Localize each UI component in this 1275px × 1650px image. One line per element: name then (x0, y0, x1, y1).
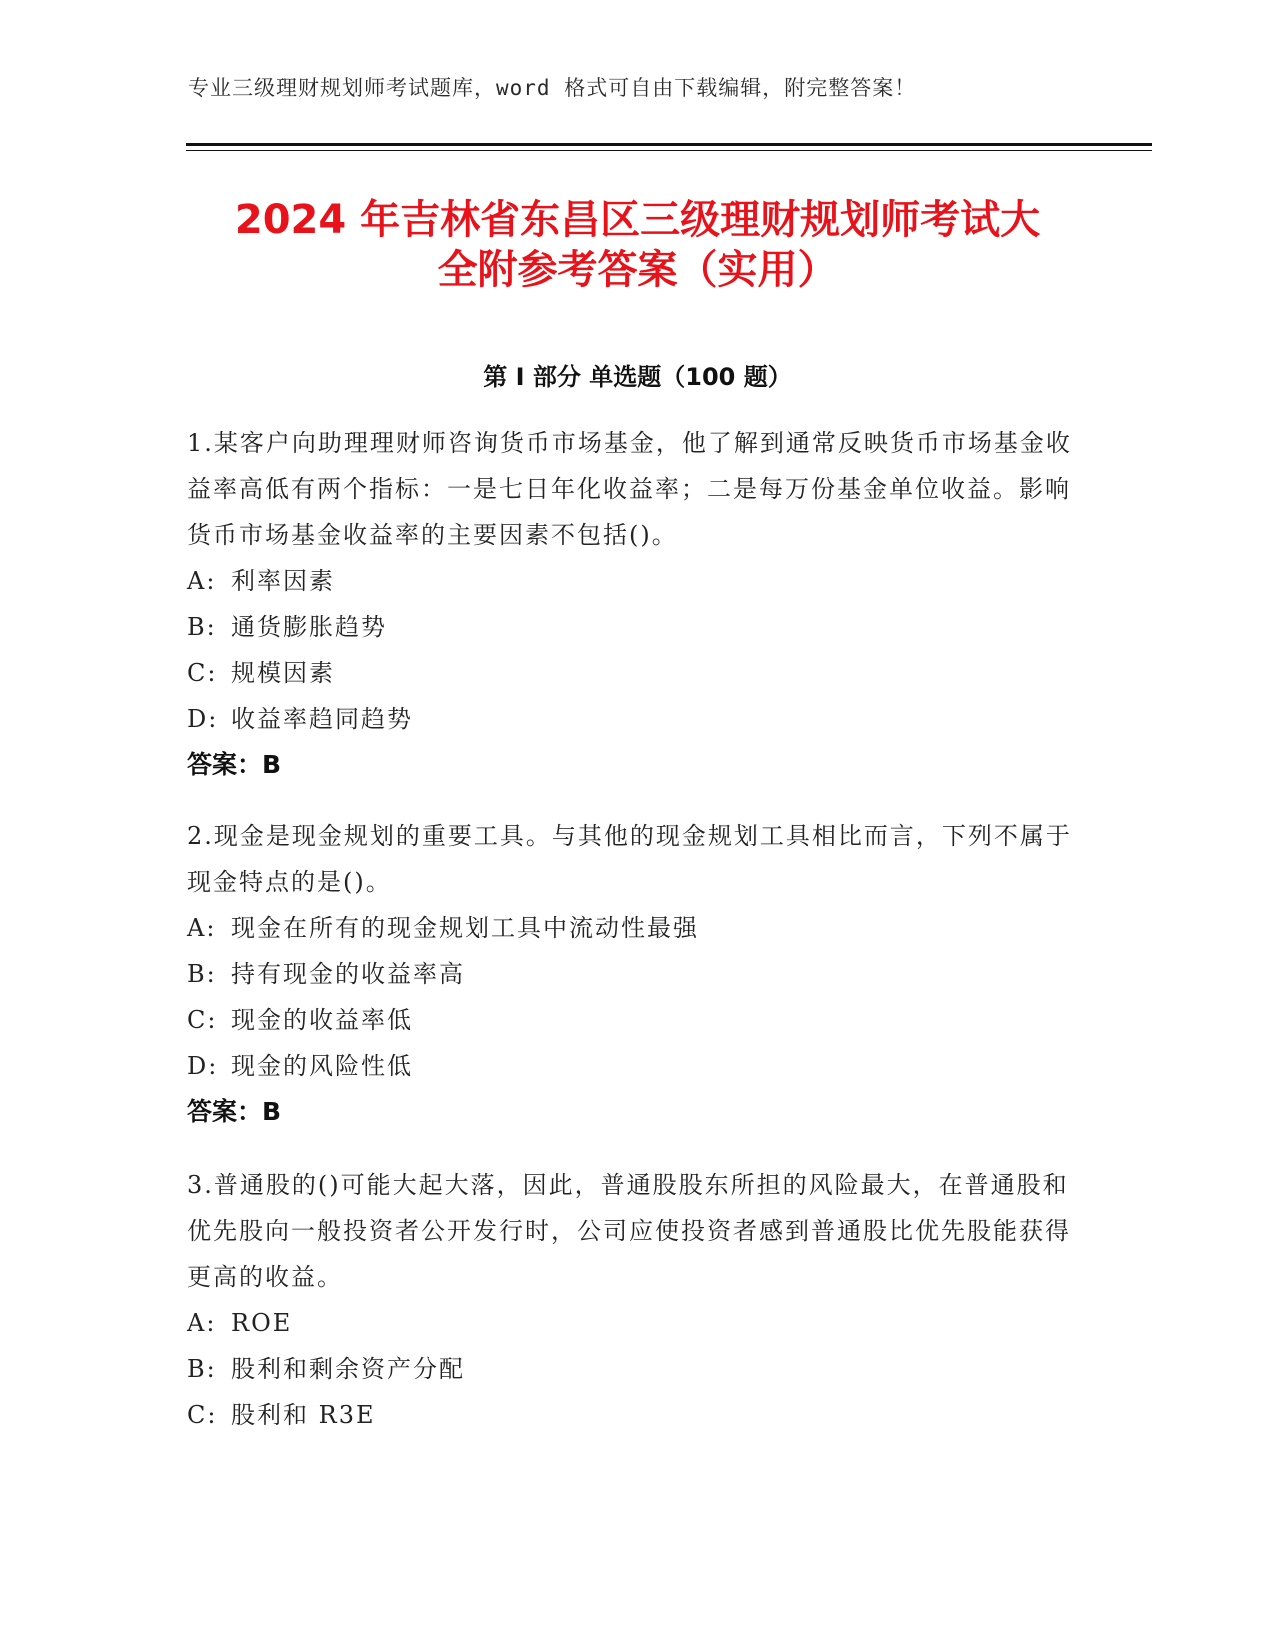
option-c (187, 1392, 1077, 1438)
option-c (187, 650, 1077, 696)
option-key: B: (187, 613, 217, 641)
option-key: C: (187, 659, 218, 687)
section-title: 第 I 部分 单选题（100 题） (483, 363, 792, 391)
option-a (187, 558, 1077, 604)
header-rule-thin (186, 150, 1152, 151)
question-stem: 3.普通股的()可能大起大落，因此，普通股股东所担的风险最大，在普通股和优先股向一般投资者公开发行时，公司应使投资者感到普通股比优先股能获得更高的收益。 (187, 1171, 1071, 1291)
option-text: 利率因素 (231, 567, 335, 595)
option-text: 现金的风险性低 (231, 1052, 413, 1080)
header-rule-thick (186, 143, 1152, 146)
question-stem: 1.某客户向助理理财师咨询货币市场基金，他了解到通常反映货币市场基金收益率高低有两个指标：一是七日年化收益率；二是每万份基金单位收益。影响货币市场基金收益率的主要因素不包括()。 (187, 429, 1072, 549)
option-key: D: (187, 705, 219, 733)
option-text: 现金的收益率低 (231, 1006, 413, 1034)
option-key: B: (187, 1355, 217, 1383)
option-key: B: (187, 960, 217, 988)
document-title (150, 195, 1125, 295)
option-d (187, 696, 1077, 742)
option-text: 股利和剩余资产分配 (231, 1355, 465, 1383)
question-stem: 2.现金是现金规划的重要工具。与其他的现金规划工具相比而言，下列不属于现金特点的是()。 (187, 822, 1072, 896)
option-text: 股利和 R3E (231, 1401, 376, 1429)
option-text: 现金在所有的现金规划工具中流动性最强 (231, 914, 699, 942)
option-key: A: (187, 1309, 217, 1337)
option-b (187, 1346, 1077, 1392)
option-key: C: (187, 1401, 218, 1429)
question-3 (187, 1162, 1077, 1438)
option-d (187, 1043, 1077, 1089)
option-b (187, 951, 1077, 997)
document-title-line-2: 全附参考答案（实用） (437, 247, 838, 293)
option-key: C: (187, 1006, 218, 1034)
option-text: 持有现金的收益率高 (231, 960, 465, 988)
option-c (187, 997, 1077, 1043)
option-text: 收益率趋同趋势 (231, 705, 413, 733)
document-title-line-1: 2024 年吉林省东昌区三级理财规划师考试大 (234, 197, 1041, 243)
header-note: 专业三级理财规划师考试题库，word 格式可自由下载编辑，附完整答案！ (188, 76, 917, 100)
option-text: ROE (231, 1309, 293, 1337)
option-key: A: (187, 567, 217, 595)
answer: 答案：B (187, 1097, 282, 1126)
answer: 答案：B (187, 750, 282, 779)
option-a (187, 1300, 1077, 1346)
question-2 (187, 813, 1077, 1135)
option-key: A: (187, 914, 217, 942)
option-text: 通货膨胀趋势 (231, 613, 387, 641)
question-1 (187, 420, 1077, 788)
option-key: D: (187, 1052, 219, 1080)
option-a (187, 905, 1077, 951)
option-b (187, 604, 1077, 650)
option-text: 规模因素 (231, 659, 335, 687)
